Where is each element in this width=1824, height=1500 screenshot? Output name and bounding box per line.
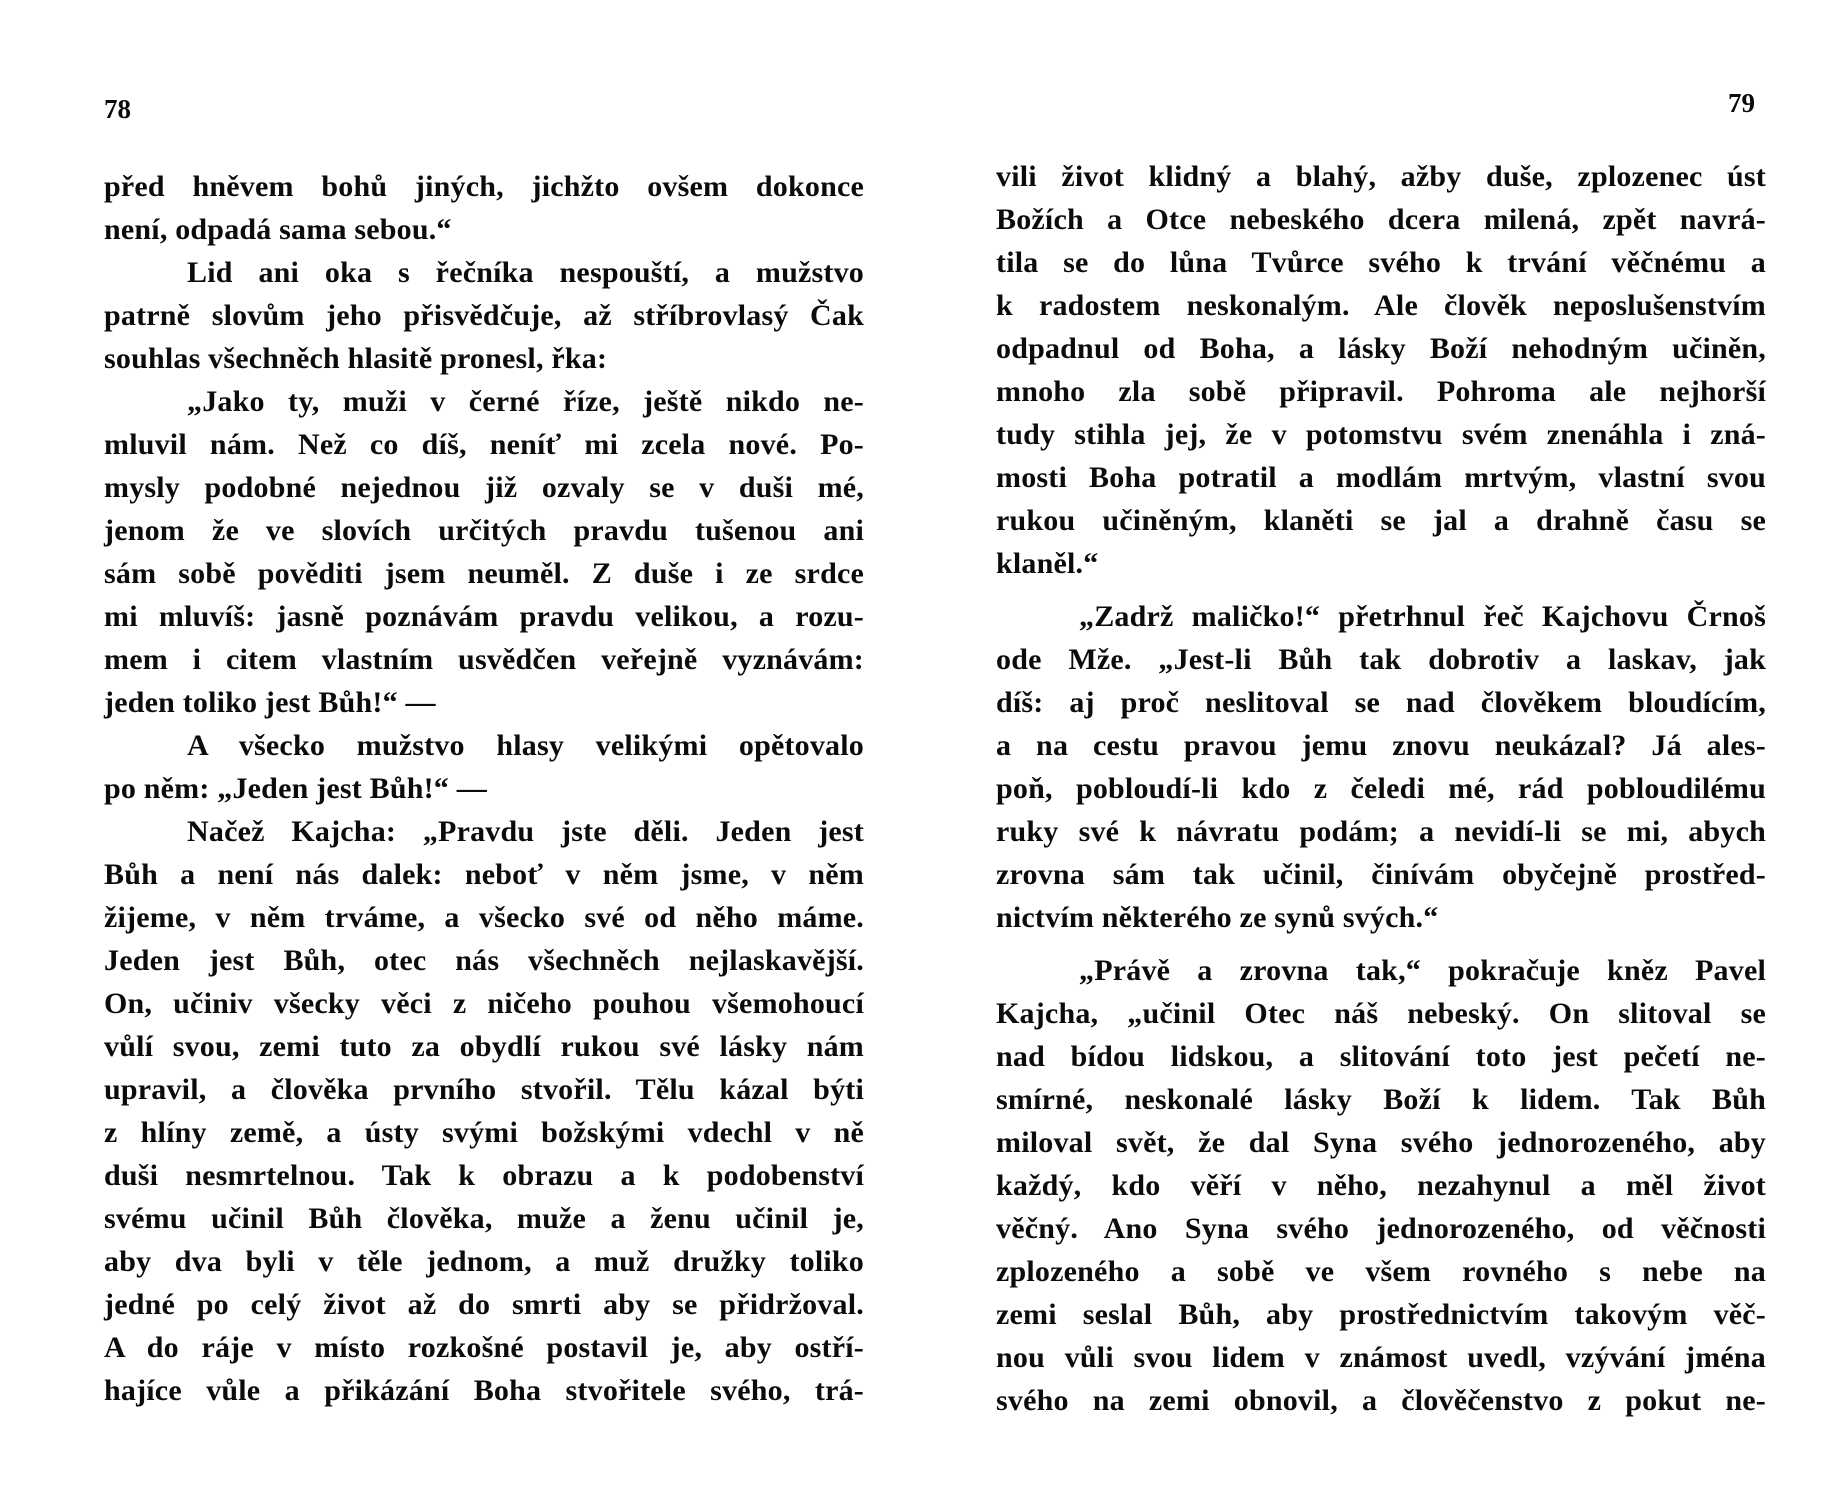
text-line: jenom že ve slovích určitých pravdu tušenou ani [104, 514, 864, 547]
text-line: nou vůli svou lidem v známost uvedl, vzývání jména [996, 1341, 1766, 1374]
text-line: „Jako ty, muži v černé říze, ještě nikdo ne- [187, 385, 864, 418]
left-page-text [104, 165, 864, 1412]
text-line: hajíce vůle a přikázání Boha stvořitele svého, trá- [104, 1374, 864, 1407]
text-line: Bůh a není nás dalek: neboť v něm jsme, v něm [104, 858, 864, 891]
text-line: Jeden jest Bůh, otec nás všechněch nejlaskavější. [104, 944, 864, 977]
text-line: po něm: „Jeden jest Bůh!“ — [104, 772, 487, 805]
text-line: díš: aj proč neslitoval se nad člověkem bloudícím, [996, 686, 1766, 719]
text-line: mi mluvíš: jasně poznávám pravdu velikou, a rozu- [104, 600, 864, 633]
text-line: zplozeného a sobě ve všem rovného s nebe na [996, 1255, 1766, 1288]
text-line: A do ráje v místo rozkošné postavil je, aby ostří- [104, 1331, 864, 1364]
text-line: mosti Boha potratil a modlám mrtvým, vlastní svou [996, 461, 1766, 494]
text-line: k radostem neskonalým. Ale člověk neposlušenstvím [996, 289, 1766, 322]
text-line: „Zadrž maličko!“ přetrhnul řeč Kajchovu Črnoš [1079, 600, 1766, 633]
text-line: zemi seslal Bůh, aby prostřednictvím takovým věč- [996, 1298, 1766, 1331]
text-line: vili život klidný a blahý, ažby duše, zplozenec úst [996, 160, 1766, 193]
text-line: Načež Kajcha: „Pravdu jste děli. Jeden jest [187, 815, 864, 848]
right-page-text [996, 155, 1766, 1422]
text-line: souhlas všechněch hlasitě pronesl, řka: [104, 342, 608, 375]
text-line: mem i citem vlastním usvědčen veřejně vyznávám: [104, 643, 864, 676]
text-line: klaněl.“ [996, 547, 1099, 580]
text-line: A všecko mužstvo hlasy velikými opětovalo [187, 729, 864, 762]
text-line: každý, kdo věří v něho, nezahynul a měl život [996, 1169, 1766, 1202]
text-line: zrovna sám tak učinil, činívám obyčejně prostřed- [996, 858, 1766, 891]
text-line: mnoho zla sobě připravil. Pohroma ale nejhorší [996, 375, 1766, 408]
page-number-left: 78 [104, 94, 131, 124]
text-line: sám sobě pověditi jsem neuměl. Z duše i ze srdce [104, 557, 864, 590]
text-line: ode Mže. „Jest-li Bůh tak dobrotiv a laskav, jak [996, 643, 1766, 676]
text-line: před hněvem bohů jiných, jichžto ovšem dokonce [104, 170, 864, 203]
text-line: miloval svět, že dal Syna svého jednorozeného, aby [996, 1126, 1766, 1159]
text-line: upravil, a člověka prvního stvořil. Tělu kázal býti [104, 1073, 864, 1106]
text-line: On, učiniv všecky věci z ničeho pouhou všemohoucí [104, 987, 864, 1020]
text-line: smírné, neskonalé lásky Boží k lidem. Tak Bůh [996, 1083, 1766, 1116]
text-line: jeden toliko jest Bůh!“ — [104, 686, 436, 719]
text-line: mysly podobné nejednou již ozvaly se v duši mé, [104, 471, 864, 504]
text-line: nad bídou lidskou, a slitování toto jest pečetí ne- [996, 1040, 1766, 1073]
text-line: a na cestu pravou jemu znovu neukázal? Já ales- [996, 729, 1766, 762]
text-line: nictvím některého ze synů svých.“ [996, 901, 1439, 934]
text-line: odpadnul od Boha, a lásky Boží nehodným učiněn, [996, 332, 1766, 365]
page-number-right: 79 [1728, 88, 1755, 118]
text-line: jedné po celý život až do smrti aby se přidržoval. [104, 1288, 864, 1321]
text-line: vůlí svou, zemi tuto za obydlí rukou své lásky nám [104, 1030, 864, 1063]
text-line: Kajcha, „učinil Otec náš nebeský. On slitoval se [996, 997, 1766, 1030]
text-line: svému učinil Bůh člověka, muže a ženu učinil je, [104, 1202, 864, 1235]
text-line: svého na zemi obnovil, a člověčenstvo z pokut ne- [996, 1384, 1766, 1417]
text-line: z hlíny země, a ústy svými božskými vdechl v ně [104, 1116, 864, 1149]
text-line: tila se do lůna Tvůrce svého k trvání věčnému a [996, 246, 1766, 279]
text-line: patrně slovům jeho přisvědčuje, až stříbrovlasý Čak [104, 299, 864, 332]
text-line: Božích a Otce nebeského dcera milená, zpět navrá- [996, 203, 1766, 236]
text-line: není, odpadá sama sebou.“ [104, 213, 452, 246]
text-line: duši nesmrtelnou. Tak k obrazu a k podobenství [104, 1159, 864, 1192]
text-line: věčný. Ano Syna svého jednorozeného, od věčnosti [996, 1212, 1766, 1245]
text-line: Lid ani oka s řečníka nespouští, a mužstvo [187, 256, 864, 289]
text-line: rukou učiněným, klaněti se jal a drahně času se [996, 504, 1766, 537]
text-line: mluvil nám. Než co díš, neníť mi zcela nové. Po- [104, 428, 864, 461]
text-line: aby dva byli v těle jednom, a muž družky toliko [104, 1245, 864, 1278]
text-line: „Právě a zrovna tak,“ pokračuje kněz Pavel [1079, 954, 1766, 987]
text-line: tudy stihla jej, že v potomstvu svém znenáhla i zná- [996, 418, 1766, 451]
text-line: poň, pobloudí-li kdo z čeledi mé, rád pobloudilému [996, 772, 1766, 805]
text-line: žijeme, v něm trváme, a všecko své od něho máme. [104, 901, 864, 934]
text-line: ruky své k návratu podám; a nevidí-li se mi, abych [996, 815, 1766, 848]
